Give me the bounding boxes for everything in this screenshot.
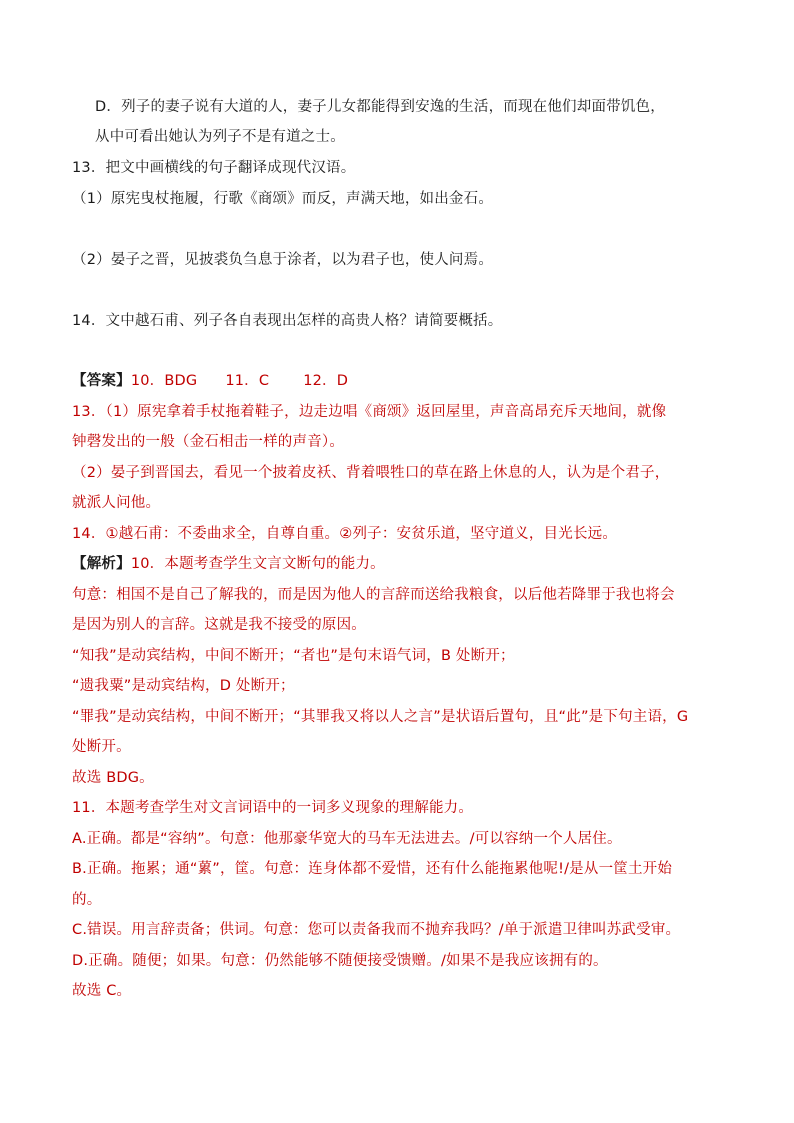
analysis-q10-note3b: 处断开。 [72, 739, 131, 755]
analysis-q11-choice: 故选 C。 [72, 983, 132, 999]
answer-q13-line3: （2）晏子到晋国去，看见一个披着皮袄、背着喂牲口的草在路上休息的人，认为是个君子， [72, 465, 670, 481]
analysis-q11-intro: 11．本题考查学生对文言词语中的一词多义现象的理解能力。 [72, 800, 474, 816]
analysis-line [72, 554, 385, 574]
answer-q10: 10．BDG [130, 373, 198, 389]
option-d-line2: 从中可看出她认为列子不是有道之士。 [95, 129, 345, 145]
question-14-prompt: 14．文中越石甫、列子各自表现出怎样的高贵人格？请简要概括。 [72, 313, 503, 329]
answer-q14: 14．①越石甫：不委曲求全，自尊自重。②列子：安贫乐道，坚守道义，目光长远。 [72, 526, 618, 542]
answer-line [72, 371, 348, 391]
question-13-prompt: 13．把文中画横线的句子翻译成现代汉语。 [72, 160, 356, 176]
analysis-q11-option-d: D.正确。随便；如果。句意：仍然能够不随便接受馈赠。/如果不是我应该拥有的。 [72, 953, 608, 969]
analysis-q10-intro: 10．本题考查学生文言文断句的能力。 [130, 556, 385, 572]
analysis-q10-meaning2: 是因为别人的言辞。这就是我不接受的原因。 [72, 617, 366, 633]
analysis-q10-note1: “知我”是动宾结构，中间不断开；“者也”是句末语气词，B 处断开； [72, 648, 515, 664]
analysis-q11-option-a: A.正确。都是“容纳”。句意：他那豪华宽大的马车无法进去。/可以容纳一个人居住。 [72, 831, 622, 847]
analysis-q11-option-b2: 的。 [72, 892, 102, 908]
analysis-q10-note3a: “罪我”是动宾结构，中间不断开；“其罪我又将以人之言”是状语后置句，且“此”是下句主语，G [72, 709, 689, 725]
analysis-q11-option-c: C.错误。用言辞责备；供词。句意：您可以责备我而不抛弃我吗？/单于派遣卫律叫苏武受审。 [72, 922, 681, 938]
answer-q12: 12．D [303, 373, 349, 389]
answer-q13-line4: 就派人问他。 [72, 495, 161, 511]
answer-tag: 【答案】 [72, 373, 131, 389]
question-13-sub1: （1）原宪曳杖拖履，行歌《商颂》而反，声满天地，如出金石。 [72, 191, 494, 207]
answer-q13-line1: 13．（1）原宪拿着手杖拖着鞋子，边走边唱《商颂》返回屋里，声音高昂充斥天地间，就像 [72, 404, 667, 420]
option-d-line1: D．列子的妻子说有大道的人，妻子儿女都能得到安逸的生活，而现在他们却面带饥色， [95, 99, 665, 115]
analysis-tag: 【解析】 [72, 556, 131, 572]
analysis-q10-meaning1: 句意：相国不是自己了解我的，而是因为他人的言辞而送给我粮食，以后他若降罪于我也将会 [72, 587, 675, 603]
analysis-q10-choice: 故选 BDG。 [72, 770, 154, 786]
answer-q13-line2: 钟磬发出的一般（金石相击一样的声音）。 [72, 434, 345, 450]
answer-q11: 11．C [225, 373, 270, 389]
analysis-q11-option-b1: B.正确。拖累；通“蔂”，筐。句意：连身体都不爱惜，还有什么能拖累他呢!/是从一筐土开始 [72, 861, 673, 877]
question-13-sub2: （2）晏子之晋，见披裘负刍息于涂者，以为君子也，使人问焉。 [72, 252, 494, 268]
analysis-q10-note2: “遗我粟”是动宾结构，D 处断开； [72, 678, 295, 694]
